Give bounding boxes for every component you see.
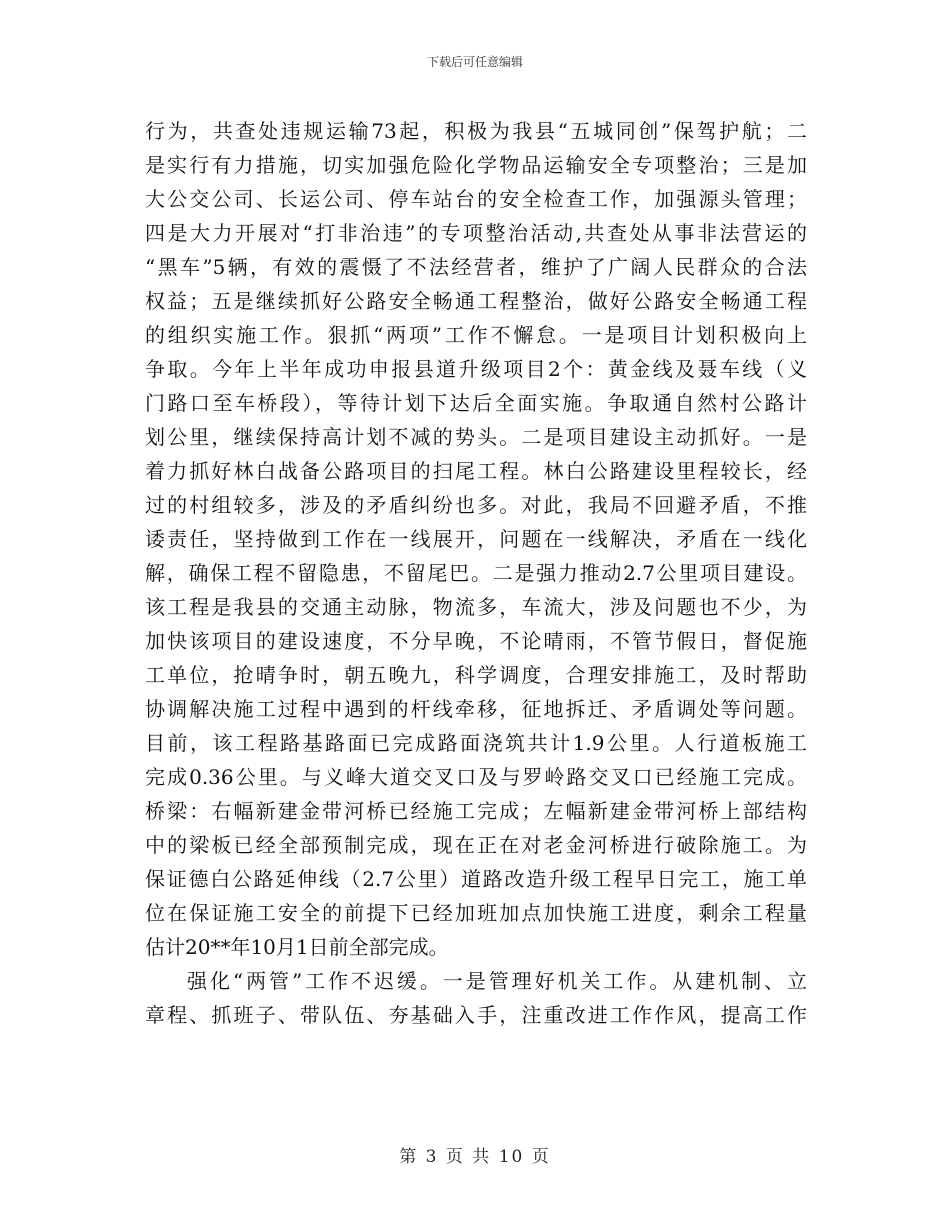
text-line: 强化“两管”工作不迟缓。一是管理好机关工作。从建机制、立 — [187, 969, 807, 993]
text-line: 完成0.36公里。与义峰大道交叉口及与罗岭路交叉口已经施工完成。 — [145, 765, 807, 789]
text-line: 权益；五是继续抓好公路安全畅通工程整治，做好公路安全畅通工程 — [145, 289, 807, 313]
text-line: 四是大力开展对“打非治违”的专项整治活动,共查处从事非法营运的 — [145, 221, 807, 245]
text-line: 工单位，抢晴争时，朝五晚九，科学调度，合理安排施工，及时帮助 — [145, 663, 807, 687]
text-line: 估计20**年10月1日前全部完成。 — [145, 935, 449, 959]
text-line: 章程、抓班子、带队伍、夯基础入手，注重改进工作作风，提高工作 — [145, 1003, 807, 1027]
text-line: 该工程是我县的交通主动脉，物流多，车流大，涉及问题也不少，为 — [145, 595, 807, 619]
text-line: 位在保证施工安全的前提下已经加班加点加快施工进度，剩余工程量 — [145, 901, 807, 925]
text-line: 桥梁：右幅新建金带河桥已经施工完成；左幅新建金带河桥上部结构 — [145, 799, 807, 823]
text-line: 是实行有力措施，切实加强危险化学物品运输安全专项整治；三是加 — [145, 153, 807, 177]
text-line: 加快该项目的建设速度，不分早晚，不论晴雨，不管节假日，督促施 — [145, 629, 807, 653]
text-line: 中的梁板已经全部预制完成，现在正在对老金河桥进行破除施工。为 — [145, 833, 807, 857]
text-line: 保证德白公路延伸线（2.7公里）道路改造升级工程早日完工，施工单 — [145, 867, 807, 891]
text-line: 门路口至车桥段），等待计划下达后全面实施。争取通自然村公路计 — [145, 391, 807, 415]
text-line: 着力抓好林白战备公路项目的扫尾工程。林白公路建设里程较长，经 — [145, 459, 807, 483]
text-line: 的组织实施工作。狠抓“两项”工作不懈怠。一是项目计划积极向上 — [145, 323, 807, 347]
text-line: 划公里，继续保持高计划不减的势头。二是项目建设主动抓好。一是 — [145, 425, 807, 449]
text-line: 争取。今年上半年成功申报县道升级项目2个：黄金线及聂车线（义 — [145, 357, 807, 381]
text-line: 行为，共查处违规运输73起，积极为我县“五城同创”保驾护航；二 — [145, 119, 807, 143]
text-line: 大公交公司、长运公司、停车站台的安全检查工作，加强源头管理； — [145, 187, 807, 211]
page-header-note: 下载后可任意编辑 — [426, 55, 523, 69]
text-line: “黑车”5辆，有效的震慑了不法经营者，维护了广阔人民群众的合法 — [145, 255, 807, 279]
text-line: 诿责任，坚持做到工作在一线展开，问题在一线解决，矛盾在一线化 — [145, 527, 807, 551]
text-line: 解，确保工程不留隐患，不留尾巴。二是强力推动2.7公里项目建设。 — [145, 561, 807, 585]
text-line: 协调解决施工过程中遇到的杆线牵移，征地拆迁、矛盾调处等问题。 — [145, 697, 807, 721]
text-line: 目前，该工程路基路面已完成路面浇筑共计1.9公里。人行道板施工 — [145, 731, 807, 755]
text-line: 过的村组较多，涉及的矛盾纠纷也多。对此，我局不回避矛盾，不推 — [145, 493, 807, 517]
page-number: 第 3 页 共 10 页 — [399, 1147, 551, 1167]
document-body — [145, 114, 807, 1032]
